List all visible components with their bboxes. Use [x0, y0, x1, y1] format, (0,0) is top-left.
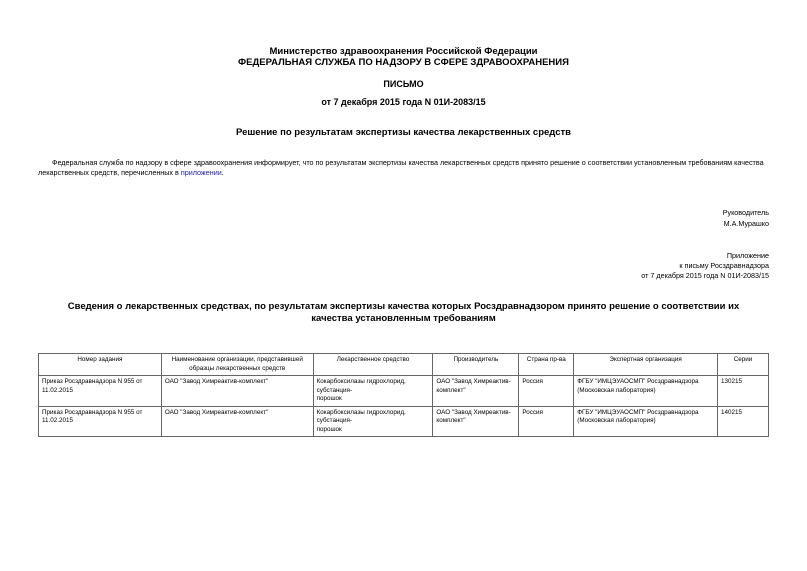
appendix-reference: к письму Росздравнадзора — [679, 261, 769, 270]
cell-drug — [313, 376, 433, 407]
cell-drug-line: Кокарбоксилазы гидрохлорид, — [316, 408, 406, 416]
cell-drug-line: Кокарбоксилазы гидрохлорид, — [316, 378, 406, 385]
body-paragraph — [38, 158, 768, 178]
cell-drug-line: субстанция- — [316, 417, 353, 424]
column-header-organization: Наименование организации, представившей образцы лекарственных средств — [161, 354, 313, 376]
cell-country: Россия — [519, 376, 574, 407]
document-date-number: от 7 декабря 2015 года N 01И-2083/15 — [321, 97, 486, 107]
service-title: ФЕДЕРАЛЬНАЯ СЛУЖБА ПО НАДЗОРУ В СФЕРЕ ЗДРАВООХРАНЕНИЯ — [238, 57, 569, 68]
cell-manufacturer: ОАО "Завод Химреактив-комплект" — [433, 376, 519, 407]
cell-drug — [313, 406, 433, 437]
cell-expert-organization: ФГБУ "ИМЦЭУАОСМП" Росздравнадзора (Московская лаборатория) — [574, 376, 718, 407]
document-subject: Решение по результатам экспертизы качества лекарственных средств — [236, 127, 571, 138]
table-row — [39, 406, 769, 437]
cell-series: 130215 — [718, 376, 769, 407]
body-text-end: . — [221, 168, 224, 177]
signature-position: Руководитель — [722, 208, 769, 217]
appendix-title: Сведения о лекарственных средствах, по результатам экспертизы качества которых Росздравнадзором принято решение о соответствии их качества установленным требованиям — [67, 301, 740, 324]
column-header-expert-organization: Экспертная организация — [574, 354, 718, 376]
cell-expert-organization: ФГБУ "ИМЦЭУАОСМП" Росздравнадзора (Московская лаборатория) — [574, 406, 718, 437]
cell-series: 140215 — [718, 406, 769, 437]
column-header-drug: Лекарственное средство — [313, 354, 433, 376]
appendix-date: от 7 декабря 2015 года N 01И-2083/15 — [641, 271, 769, 280]
cell-organization: ОАО "Завод Химреактив-комплект" — [161, 376, 313, 407]
document-type: ПИСЬМО — [383, 79, 424, 89]
cell-task: Приказ Росздравнадзора N 955 от 11.02.2015 — [39, 406, 162, 437]
signature-name: М.А.Мурашко — [723, 219, 769, 228]
table-header-row — [39, 354, 769, 376]
cell-drug-line: порошок — [316, 425, 342, 433]
column-header-task: Номер задания — [39, 354, 162, 376]
body-text: Федеральная служба по надзору в сфере здравоохранения информирует, что по результатам экспертизы качества лекарственных средств принято решение о соответствии установленным требованиям качества лекарственных средств, перечисленных в — [38, 158, 764, 177]
cell-drug-line: субстанция- — [316, 386, 353, 394]
cell-task: Приказ Росздравнадзора N 955 от 11.02.2015 — [39, 376, 162, 407]
ministry-title: Министерство здравоохранения Российской Федерации — [269, 46, 538, 57]
appendix-label: Приложение — [726, 251, 769, 260]
cell-organization: ОАО "Завод Химреактив-комплект" — [161, 406, 313, 437]
appendix-link[interactable]: приложении — [180, 168, 222, 177]
drugs-table — [38, 353, 769, 437]
cell-drug-line: порошок — [316, 395, 342, 402]
cell-manufacturer: ОАО "Завод Химреактив-комплект" — [433, 406, 519, 437]
column-header-manufacturer: Производитель — [433, 354, 519, 376]
column-header-country: Страна пр-ва — [519, 354, 574, 376]
table-row — [39, 376, 769, 407]
column-header-series: Серии — [718, 354, 769, 376]
cell-country: Россия — [519, 406, 574, 437]
